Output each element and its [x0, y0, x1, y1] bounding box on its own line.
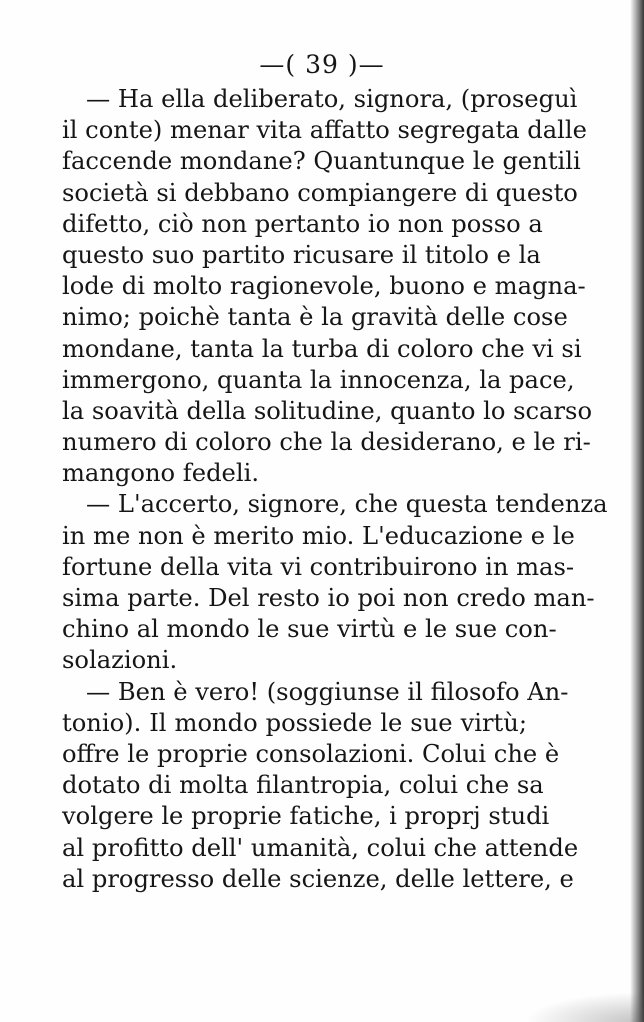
text-line: offre le proprie consolazioni. Colui che è [62, 739, 560, 768]
page-number: —( 39 )— [259, 50, 385, 79]
text-line: il conte) menar vita affatto segregata dalle [62, 116, 587, 145]
text-line: tonio). Il mondo possiede le sue virtù; [62, 708, 527, 737]
page-edge-shadow [630, 0, 644, 1022]
text-line: questo suo partito ricusare il titolo e la [62, 240, 541, 269]
text-line: lode di molto ragionevole, buono e magna- [62, 272, 586, 301]
text-line: sima parte. Del resto io poi non credo man- [62, 584, 595, 612]
text-line: dotato di molta filantropia, colui che sa [62, 771, 544, 800]
body-text [62, 84, 608, 895]
text-line: numero di coloro che la desiderano, e le ri- [62, 428, 591, 457]
text-line: nimo; poichè tanta è la gravità delle cose [62, 303, 568, 332]
text-line: mondane, tanta la turba di coloro che vi si [62, 334, 582, 363]
text-line: al progresso delle scienze, delle lettere, e [62, 864, 574, 893]
text-line: al profitto dell' umanità, colui che attende [62, 833, 579, 862]
text-line: faccende mondane? Quantunque le gentili [62, 147, 581, 176]
text-line: in me non è merito mio. L'educazione e le [62, 521, 575, 550]
text-line: volgere le proprie fatiche, i proprj studi [62, 802, 550, 831]
text-line: la soavità della solitudine, quanto lo scarso [62, 396, 593, 425]
text-line: difetto, ciò non pertanto io non posso a [62, 209, 543, 238]
text-line: — Ha ella deliberato, signora, (proseguì [86, 85, 578, 113]
text-line: chino al mondo le sue virtù e le sue con- [62, 615, 557, 644]
text-line: mangono fedeli. [62, 459, 260, 488]
text-line: — Ben è vero! (soggiunse il filosofo An- [86, 677, 569, 706]
text-line: — L'accerto, signore, che questa tendenza [86, 490, 608, 519]
text-line: fortune della vita vi contribuirono in mas- [62, 552, 575, 581]
text-line: immergono, quanta la innocenza, la pace, [62, 365, 575, 394]
text-line: solazioni. [62, 646, 178, 675]
text-line: società si debbano compiangere di questo [62, 178, 578, 207]
page-corner-shadow [524, 992, 644, 1022]
